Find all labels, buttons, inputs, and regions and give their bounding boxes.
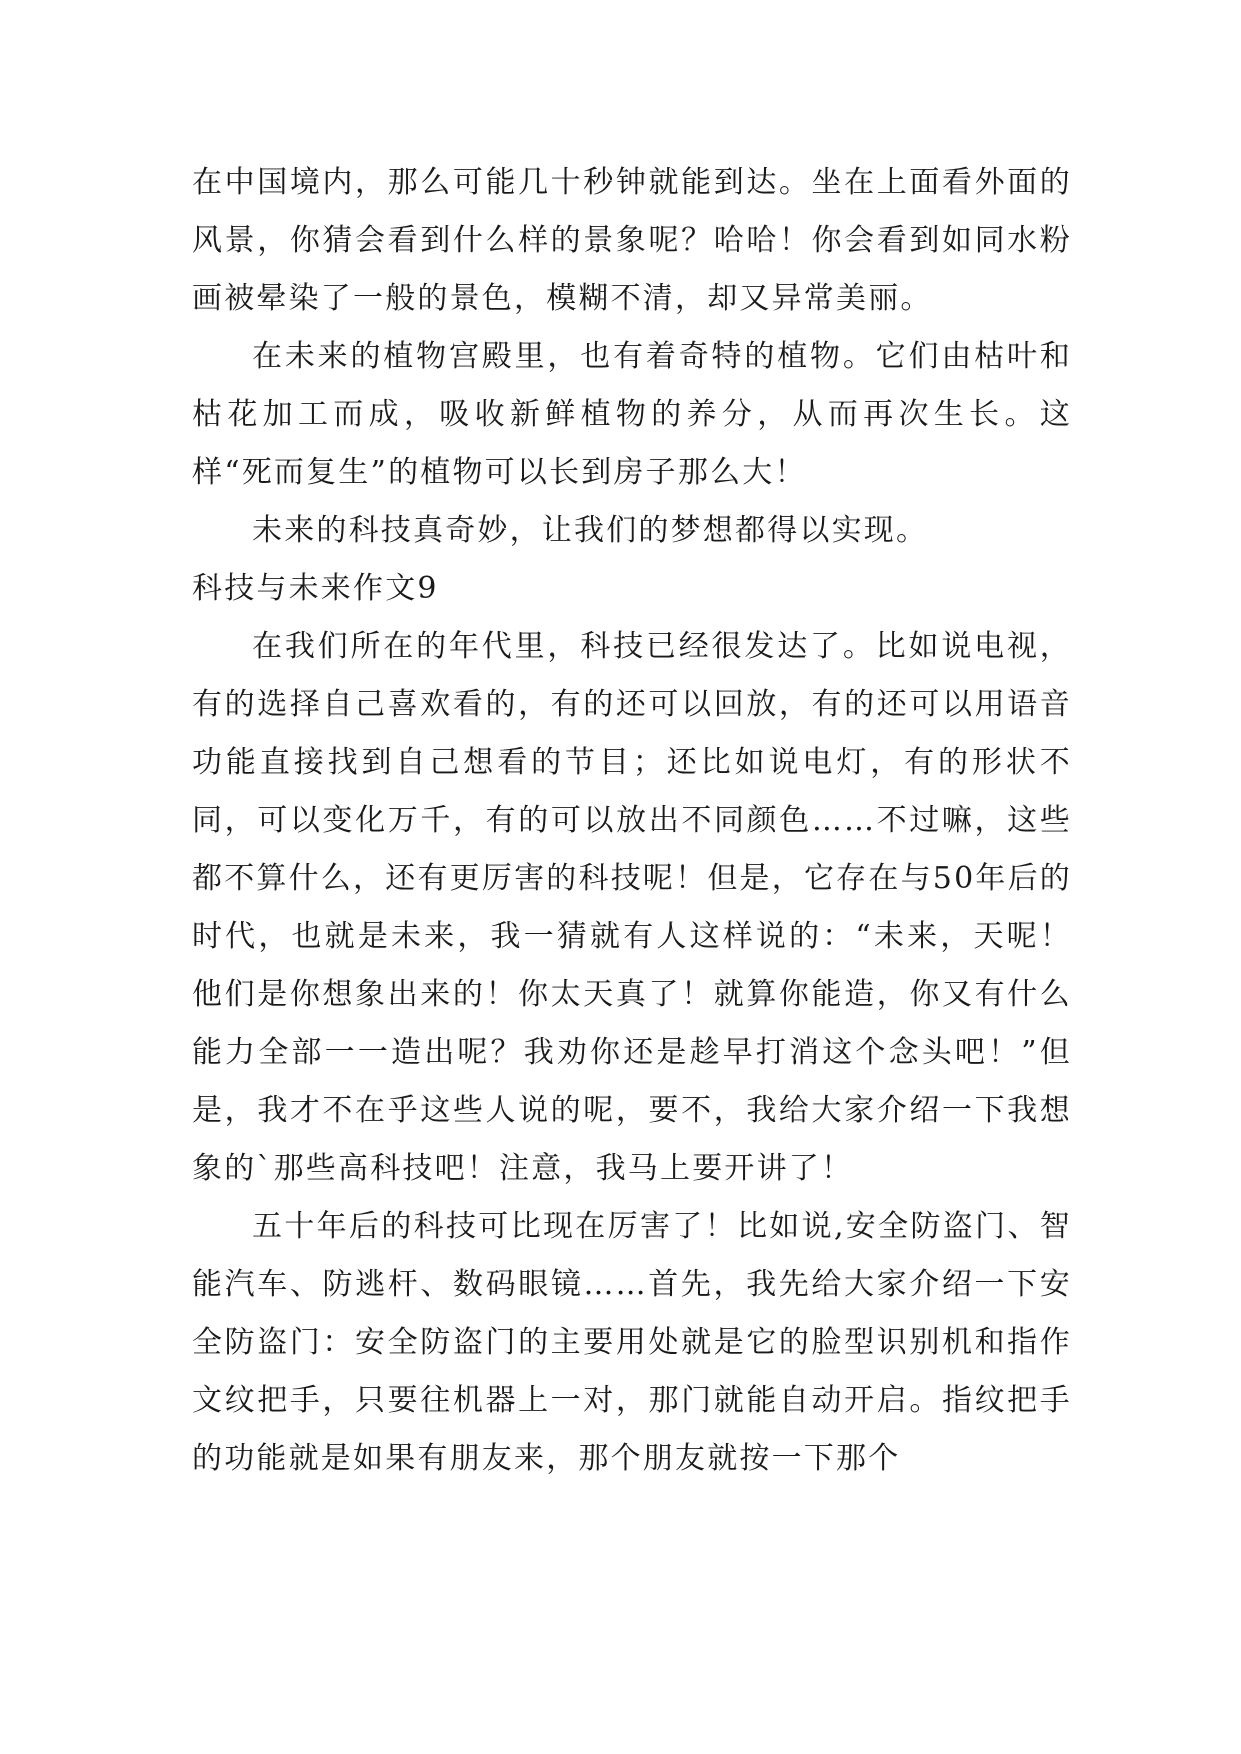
paragraph-4: 在我们所在的年代里，科技已经很发达了。比如说电视，有的选择自己喜欢看的，有的还可以回放，有的还可以用语音功能直接找到自己想看的节目；还比如说电灯，有的形状不同，可以变化万千，有的可以放出不同颜色……不过嘛，这些都不算什么，还有更厉害的科技呢！但是，它存在与50年后的时代，也就是未来，我一猜就有人这样说的：“未来，天呢！他们是你想象出来的！你太天真了！就算你能造，你又有什么能力全部一一造出呢？我劝你还是趁早打消这个念头吧！”但是，我才不在乎这些人说的呢，要不，我给大家介绍一下我想象的`那些高科技吧！注意，我马上要开讲了！ [192, 629, 1072, 1186]
section-title: 科技与未来作文9 [192, 571, 439, 606]
paragraph-1: 在中国境内，那么可能几十秒钟就能到达。坐在上面看外面的风景，你猜会看到什么样的景象呢？哈哈！你会看到如同水粉画被晕染了一般的景色，模糊不清，却又异常美丽。 [192, 165, 1072, 316]
document-body [192, 154, 1072, 1488]
paragraph-3: 未来的科技真奇妙，让我们的梦想都得以实现。 [252, 513, 929, 548]
paragraph-5: 五十年后的科技可比现在厉害了！比如说,安全防盗门、智能汽车、防逃杆、数码眼镜……首先，我先给大家介绍一下安全防盗门：安全防盗门的主要用处就是它的脸型识别机和指作文纹把手，只要往机器上一对，那门就能自动开启。指纹把手的功能就是如果有朋友来，那个朋友就按一下那个 [192, 1209, 1072, 1476]
paragraph-2: 在未来的植物宫殿里，也有着奇特的植物。它们由枯叶和枯花加工而成，吸收新鲜植物的养分，从而再次生长。这样“死而复生”的植物可以长到房子那么大！ [192, 339, 1072, 490]
